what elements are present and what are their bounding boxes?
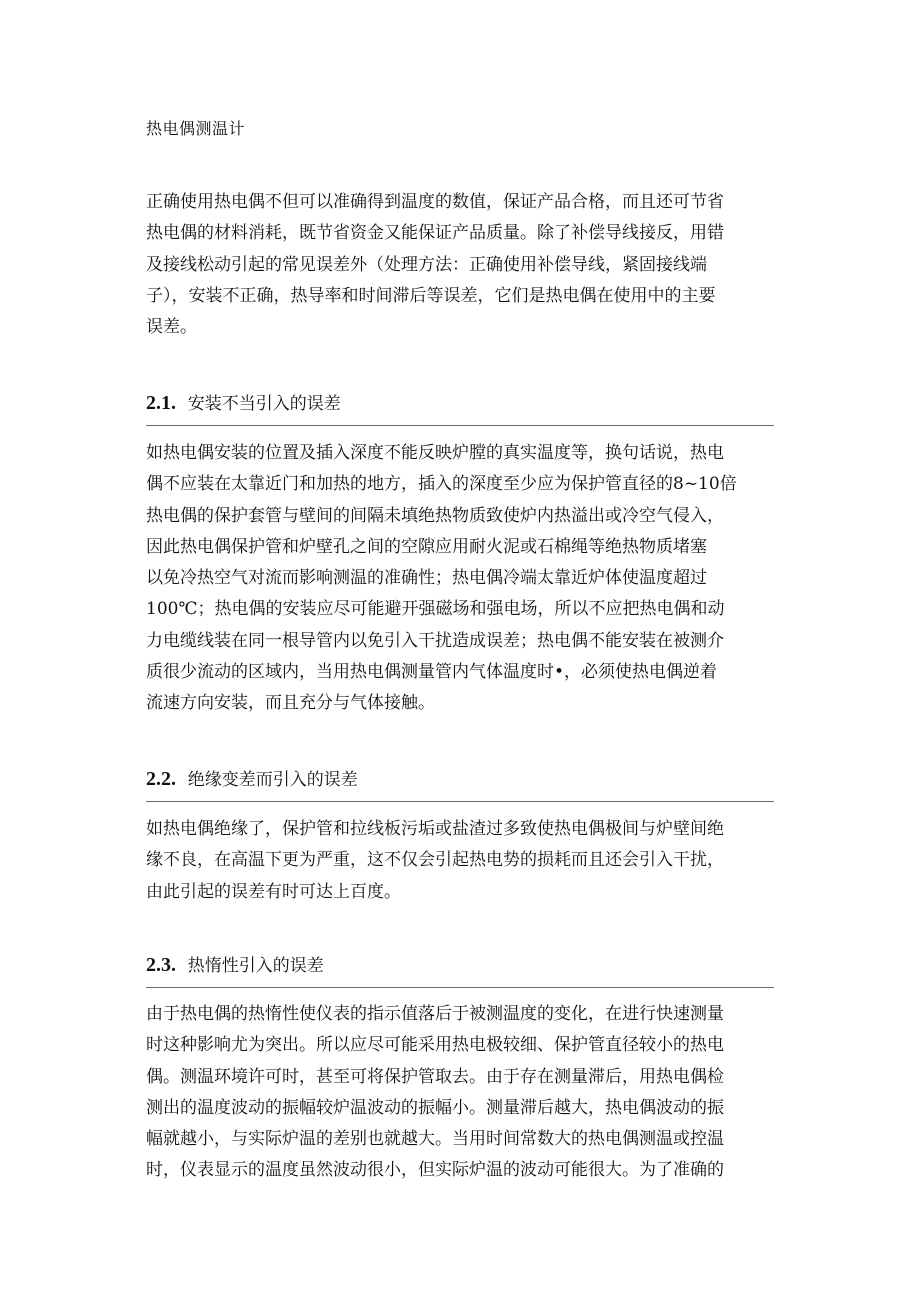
section-number: 2.1. [146,392,176,414]
section-title: 安装不当引入的误差 [187,394,341,414]
section-number: 2.3. [146,954,176,976]
paragraph-line: 以免冷热空气对流而影响测温的准确性；热电偶冷端太靠近炉体使温度超过 [146,568,707,589]
paragraph-line: 误差。 [146,317,197,338]
paragraph-line: 偶。测温环境许可时，甚至可将保护管取去。由于存在测量滞后，用热电偶检 [146,1066,724,1087]
paragraph-line: 热电偶的保护套管与壁间的间隔未填绝热物质致使炉内热溢出或冷空气侵入， [146,505,724,526]
paragraph-line: 如热电偶安装的位置及插入深度不能反映炉膛的真实温度等，换句话说，热电 [146,443,724,463]
intro-paragraph [146,187,774,343]
paragraph-line: 力电缆线装在同一根导管内以免引入干扰造成误差；热电偶不能安装在被测介 [146,630,724,651]
section-heading-2-1 [146,388,774,426]
paragraph-line: 时，仪表显示的温度虽然波动很小，但实际炉温的波动可能很大。为了准确的 [146,1160,724,1181]
paragraph-line: 正确使用热电偶不但可以准确得到温度的数值，保证产品合格，而且还可节省 [146,192,724,212]
paragraph-line: 幅就越小，与实际炉温的差别也就越大。当用时间常数大的热电偶测温或控温 [146,1129,724,1150]
section-2-3-paragraph [146,999,774,1187]
paragraph-line: 偶不应装在太靠近门和加热的地方，插入的深度至少应为保护管直径的8~10倍 [146,474,737,495]
section-2-2-paragraph [146,814,774,908]
paragraph-line: 测出的温度波动的振幅较炉温波动的振幅小。测量滞后越大，热电偶波动的振 [146,1097,724,1118]
paragraph-line: 流速方向安装，而且充分与气体接触。 [146,693,435,714]
paragraph-line: 由此引起的误差有时可达上百度。 [146,881,401,902]
paragraph-line: 子），安装不正确，热导率和时间滞后等误差，它们是热电偶在使用中的主要 [146,285,716,306]
paragraph-line: 时这种影响尤为突出。所以应尽可能采用热电极较细、保护管直径较小的热电 [146,1035,724,1056]
paragraph-line: 缘不良，在高温下更为严重，这不仅会引起热电势的损耗而且还会引入干扰， [146,850,724,871]
section-title: 绝缘变差而引入的误差 [187,770,358,790]
paragraph-line: 热电偶的材料消耗，既节省资金又能保证产品质量。除了补偿导线接反，用错 [146,223,724,244]
paragraph-line: 因此热电偶保护管和炉壁孔之间的空隙应用耐火泥或石棉绳等绝热物质堵塞 [146,536,707,557]
paragraph-line: 质很少流动的区域内，当用热电偶测量管内气体温度时•，必须使热电偶逆着 [146,662,718,683]
paragraph-line: 及接线松动引起的常见误差外（处理方法：正确使用补偿导线，紧固接线端 [146,254,707,275]
paragraph-line: 由于热电偶的热惰性使仪表的指示值落后于被测温度的变化，在进行快速测量 [146,1004,724,1024]
paragraph-line: 如热电偶绝缘了，保护管和拉线板污垢或盐渣过多致使热电偶极间与炉壁间绝 [146,819,724,839]
section-heading-2-2 [146,764,774,802]
section-heading-2-3 [146,950,774,988]
section-2-1-paragraph [146,438,774,720]
document-title: 热电偶测温计 [146,119,246,138]
section-number: 2.2. [146,768,176,790]
paragraph-line: 100℃；热电偶的安装应尽可能避开强磁场和强电场，所以不应把热电偶和动 [146,599,725,620]
section-title: 热惰性引入的误差 [187,956,324,976]
